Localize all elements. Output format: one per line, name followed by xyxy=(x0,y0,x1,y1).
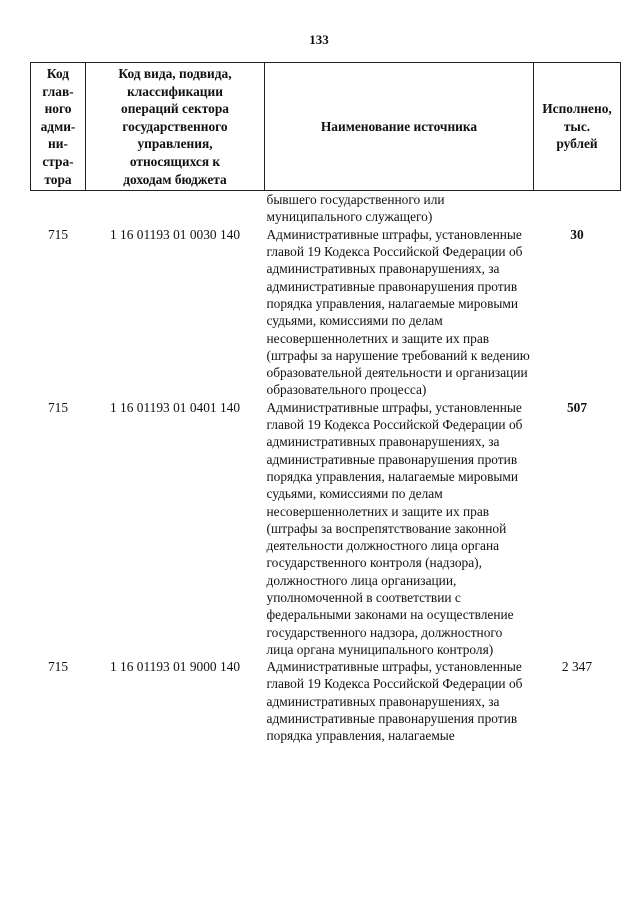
table-header-row xyxy=(31,63,621,191)
revenue-table xyxy=(30,62,621,745)
admin-code: 715 xyxy=(47,399,69,415)
source-name: Административные штрафы, установленные главой 19 Кодекса Российской Федерации об административных правонарушениях, за административные правонарушения против порядка управления, налагаемые xyxy=(266,659,523,744)
admin-code: 715 xyxy=(47,226,69,242)
continuation-row xyxy=(31,191,621,226)
revenue-code: 1 16 01193 01 9000 140 xyxy=(109,659,241,675)
page-number: 133 xyxy=(309,32,329,47)
source-name: Административные штрафы, установленные главой 19 Кодекса Российской Федерации об административных правонарушениях, за административные правонарушения против порядка управления, налагаемые мировыми судьями, комиссиями по делам несовершеннолетних и защите их прав (штрафы за воспрепятствование законной деятельности должностного лица органа государственного контроля (надзора), должностного лица организации, уполномоченной в соответствии с федеральными законами на осуществление государственного надзора, должностного лица органа муниципального контроля) xyxy=(266,399,523,657)
executed-amount: 507 xyxy=(566,399,588,415)
header-executed: Исполнено, тыс. рублей xyxy=(534,63,621,191)
header-source-name: Наименование источника xyxy=(265,63,534,191)
table-row xyxy=(31,226,621,399)
table-row xyxy=(31,658,621,744)
header-admin-code: Код глав- ного адми- ни- стра- тора xyxy=(31,63,86,191)
continuation-text: бывшего государственного или муниципального служащего) xyxy=(266,192,445,225)
source-name: Административные штрафы, установленные главой 19 Кодекса Российской Федерации об административных правонарушениях, за административные правонарушения против порядка управления, налагаемые мировыми судьями, комиссиями по делам несовершеннолетних и защите их прав (штрафы за нарушение требований к ведению образовательной деятельности и организации образовательного процесса) xyxy=(266,226,530,398)
revenue-code: 1 16 01193 01 0401 140 xyxy=(109,399,241,415)
revenue-code: 1 16 01193 01 0030 140 xyxy=(109,226,241,242)
executed-amount: 30 xyxy=(570,226,584,242)
admin-code: 715 xyxy=(47,659,69,675)
executed-amount: 2 347 xyxy=(561,659,593,675)
table-row xyxy=(31,399,621,658)
header-type-code: Код вида, подвида, классификации операций сектора государственного управления, относящихся к доходам бюджета xyxy=(86,63,265,191)
